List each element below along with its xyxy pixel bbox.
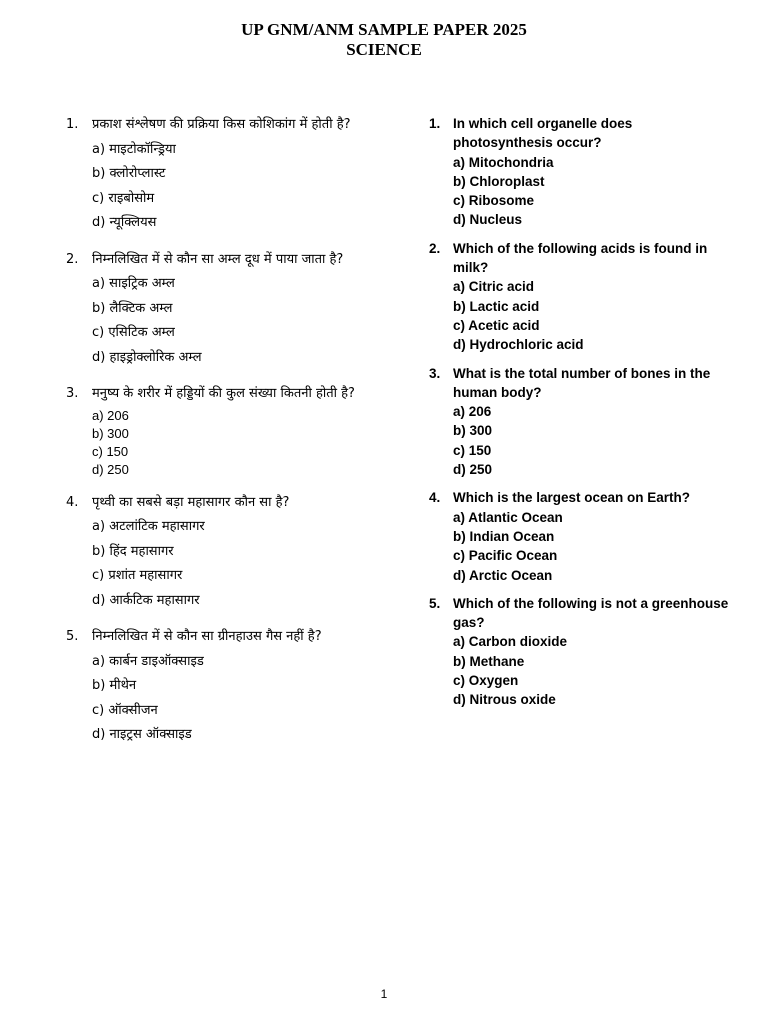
option-b: b) 300: [92, 425, 129, 441]
question-text: मनुष्य के शरीर में हड्डियों की कुल संख्या कितनी होती है?: [92, 386, 355, 401]
option-c: c) राइबोसोम: [92, 190, 155, 206]
question-number: 2.: [429, 240, 441, 256]
option-c: c) Oxygen: [453, 673, 519, 689]
option-d: d) Hydrochloric acid: [453, 337, 584, 353]
option-c: c) 150: [92, 443, 129, 459]
hindi-question-5: [66, 625, 366, 748]
option-a: a) अटलांटिक महासागर: [92, 519, 205, 534]
english-question-column: [429, 114, 729, 719]
option-d: d) नाइट्रस ऑक्साइड: [92, 727, 192, 742]
option-c: c) Acetic acid: [453, 317, 540, 333]
option-a: a) Carbon dioxide: [453, 634, 568, 650]
option-list: [92, 515, 366, 613]
option-list: [92, 407, 366, 479]
question-number: 5.: [429, 595, 441, 611]
option-a: a) Mitochondria: [453, 154, 554, 170]
english-question-2: [429, 239, 729, 355]
option-d: d) 250: [92, 461, 129, 477]
option-d: d) Nitrous oxide: [453, 692, 556, 708]
option-list: [92, 272, 366, 370]
hindi-question-1: [66, 113, 366, 236]
option-list: [92, 650, 366, 748]
page-title: UP GNM/ANM SAMPLE PAPER 2025: [241, 20, 527, 39]
option-list: [453, 508, 729, 585]
option-a: a) साइट्रिक अम्ल: [92, 276, 175, 291]
question-text: प्रकाश संश्लेषण की प्रक्रिया किस कोशिकांग में होती है?: [92, 117, 351, 132]
question-text: Which of the following is not a greenhouse gas?: [453, 595, 729, 631]
page-header: [0, 20, 768, 60]
option-b: b) मीथेन: [92, 678, 137, 693]
option-a: a) कार्बन डाइऑक्साइड: [92, 653, 204, 669]
option-d: d) 250: [453, 462, 493, 478]
hindi-question-column: [66, 113, 366, 760]
question-text: In which cell organelle does photosynthesis occur?: [453, 116, 633, 151]
option-b: b) Lactic acid: [453, 298, 540, 314]
option-b: b) Methane: [453, 653, 525, 669]
option-c: c) Ribosome: [453, 193, 535, 209]
question-text: What is the total number of bones in the human body?: [453, 365, 711, 400]
option-d: d) Arctic Ocean: [453, 567, 553, 583]
option-c: c) 150: [453, 442, 492, 458]
option-c: c) Pacific Ocean: [453, 548, 558, 564]
option-a: a) Atlantic Ocean: [453, 509, 563, 525]
hindi-question-2: [66, 248, 366, 371]
option-a: a) 206: [453, 404, 492, 420]
english-question-5: [429, 594, 729, 710]
option-d: d) Nucleus: [453, 212, 523, 228]
question-number: 5.: [66, 629, 79, 644]
option-a: a) Citric acid: [453, 279, 535, 295]
question-text: पृथ्वी का सबसे बड़ा महासागर कौन सा है?: [92, 494, 290, 510]
option-c: c) ऑक्सीजन: [92, 702, 158, 718]
question-text: निम्नलिखित में से कौन सा अम्ल दूध में पाया जाता है?: [92, 251, 344, 267]
option-list: [92, 138, 366, 236]
option-list: [453, 153, 729, 230]
question-number: 1.: [66, 117, 79, 132]
question-number: 4.: [66, 494, 79, 510]
question-number: 2.: [66, 251, 79, 267]
question-text: निम्नलिखित में से कौन सा ग्रीनहाउस गैस नहीं है?: [92, 629, 322, 644]
option-b: b) क्लोरोप्लास्ट: [92, 166, 166, 181]
hindi-question-3: [66, 382, 366, 479]
option-c: c) प्रशांत महासागर: [92, 568, 183, 583]
english-question-3: [429, 364, 729, 480]
option-list: [453, 402, 729, 479]
option-b: b) Chloroplast: [453, 173, 545, 189]
question-number: 3.: [66, 386, 79, 401]
hindi-question-4: [66, 491, 366, 614]
option-d: d) आर्कटिक महासागर: [92, 592, 200, 608]
option-d: d) न्यूक्लियस: [92, 215, 157, 230]
question-number: 4.: [429, 490, 441, 506]
page-number: 1: [380, 987, 388, 1001]
option-b: b) हिंद महासागर: [92, 543, 174, 559]
english-question-1: [429, 114, 729, 230]
option-list: [453, 277, 729, 354]
option-a: a) 206: [92, 407, 129, 423]
option-b: b) 300: [453, 423, 493, 439]
page-subtitle: SCIENCE: [346, 40, 422, 59]
option-b: b) Indian Ocean: [453, 528, 555, 544]
question-text: Which is the largest ocean on Earth?: [453, 490, 691, 506]
option-b: b) लैक्टिक अम्ल: [92, 300, 173, 316]
question-number: 1.: [429, 116, 441, 131]
option-a: a) माइटोकॉन्ड्रिया: [92, 141, 176, 157]
question-number: 3.: [429, 365, 441, 381]
option-list: [453, 632, 729, 709]
option-c: c) एसिटिक अम्ल: [92, 325, 175, 340]
option-d: d) हाइड्रोक्लोरिक अम्ल: [92, 349, 202, 365]
english-question-4: [429, 488, 729, 584]
question-text: Which of the following acids is found in milk?: [453, 240, 708, 276]
